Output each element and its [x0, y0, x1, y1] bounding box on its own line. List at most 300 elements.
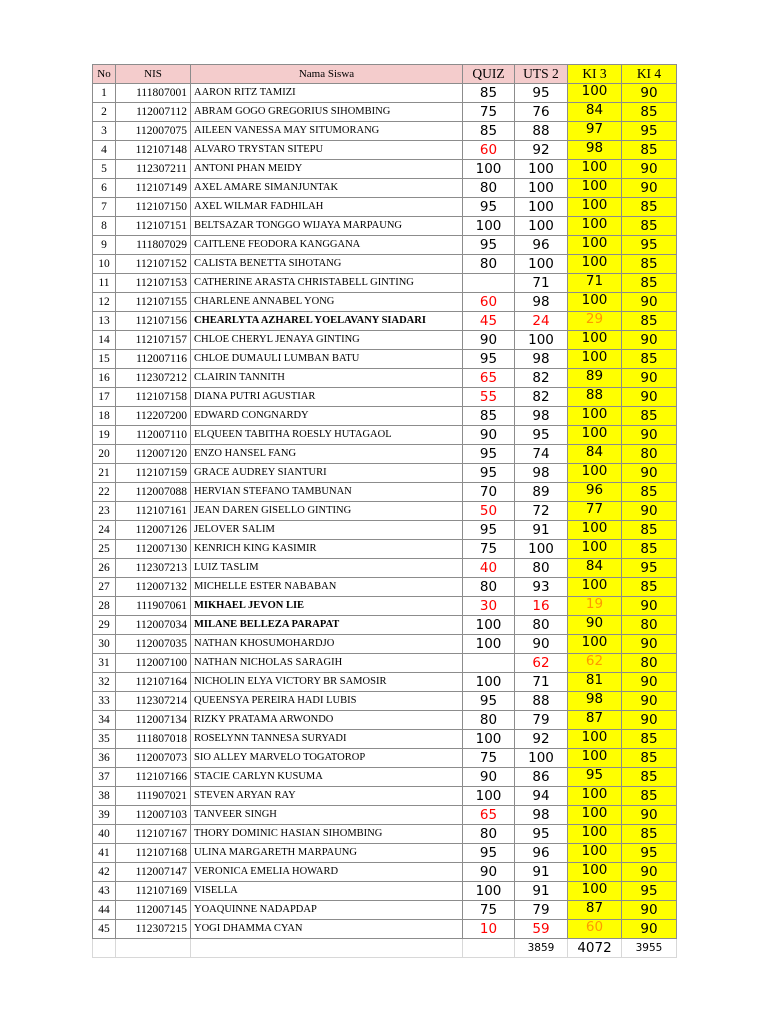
table-row — [93, 635, 677, 654]
table-row — [93, 654, 677, 673]
cell-ki3: 100 — [568, 426, 622, 445]
cell-ki4: 85 — [622, 217, 677, 236]
cell-quiz: 60 — [463, 293, 515, 312]
cell-no: 30 — [93, 635, 116, 654]
cell-ki3: 98 — [568, 141, 622, 160]
table-row — [93, 217, 677, 236]
cell-ki3: 100 — [568, 236, 622, 255]
cell-nis: 112107167 — [116, 825, 191, 844]
cell-nis: 112107148 — [116, 141, 191, 160]
cell-nis: 112107158 — [116, 388, 191, 407]
cell-student-name: QUEENSYA PEREIRA HADI LUBIS — [191, 692, 463, 711]
cell-ki4: 85 — [622, 730, 677, 749]
cell-quiz: 80 — [463, 578, 515, 597]
cell-nis: 112007103 — [116, 806, 191, 825]
cell-ki4: 85 — [622, 578, 677, 597]
cell-no: 41 — [93, 844, 116, 863]
cell-ki3: 84 — [568, 103, 622, 122]
cell-uts2: 95 — [515, 84, 568, 103]
cell-no: 7 — [93, 198, 116, 217]
cell-ki3: 60 — [568, 920, 622, 939]
cell-uts2: 93 — [515, 578, 568, 597]
cell-no: 35 — [93, 730, 116, 749]
cell-quiz: 100 — [463, 882, 515, 901]
cell-quiz: 10 — [463, 920, 515, 939]
cell-ki4: 80 — [622, 616, 677, 635]
table-row — [93, 293, 677, 312]
cell-no: 22 — [93, 483, 116, 502]
cell-quiz: 100 — [463, 160, 515, 179]
cell-student-name: MILANE BELLEZA PARAPAT — [191, 616, 463, 635]
cell-no: 14 — [93, 331, 116, 350]
cell-nis: 112107149 — [116, 179, 191, 198]
table-row — [93, 616, 677, 635]
cell-ki3: 84 — [568, 445, 622, 464]
cell-student-name: LUIZ TASLIM — [191, 559, 463, 578]
cell-ki3: 96 — [568, 483, 622, 502]
cell-student-name: ALVARO TRYSTAN SITEPU — [191, 141, 463, 160]
cell-no: 2 — [93, 103, 116, 122]
cell-student-name: CATHERINE ARASTA CHRISTABELL GINTING — [191, 274, 463, 293]
cell-student-name: DIANA PUTRI AGUSTIAR — [191, 388, 463, 407]
cell-nis: 112107151 — [116, 217, 191, 236]
cell-uts2: 100 — [515, 179, 568, 198]
cell-uts2: 96 — [515, 844, 568, 863]
cell-ki4: 90 — [622, 692, 677, 711]
cell-student-name: CHEARLYTA AZHAREL YOELAVANY SIADARI — [191, 312, 463, 331]
cell-student-name: ANTONI PHAN MEIDY — [191, 160, 463, 179]
table-row — [93, 730, 677, 749]
table-row — [93, 103, 677, 122]
cell-uts2: 74 — [515, 445, 568, 464]
cell-uts2: 59 — [515, 920, 568, 939]
cell-ki3: 100 — [568, 825, 622, 844]
cell-no: 8 — [93, 217, 116, 236]
cell-student-name: CHLOE CHERYL JENAYA GINTING — [191, 331, 463, 350]
cell-student-name: CLAIRIN TANNITH — [191, 369, 463, 388]
cell-quiz: 65 — [463, 806, 515, 825]
cell-no: 9 — [93, 236, 116, 255]
cell-ki4: 85 — [622, 521, 677, 540]
table-row — [93, 844, 677, 863]
cell-ki3: 100 — [568, 844, 622, 863]
cell-ki3: 100 — [568, 198, 622, 217]
cell-nis: 112007110 — [116, 426, 191, 445]
table-row — [93, 882, 677, 901]
table-row — [93, 274, 677, 293]
cell-ki3: 100 — [568, 635, 622, 654]
cell-ki4: 90 — [622, 331, 677, 350]
cell-quiz: 80 — [463, 255, 515, 274]
cell-ki4: 90 — [622, 293, 677, 312]
cell-no: 12 — [93, 293, 116, 312]
cell-quiz: 90 — [463, 331, 515, 350]
cell-ki3: 95 — [568, 768, 622, 787]
cell-uts2: 91 — [515, 521, 568, 540]
table-row — [93, 369, 677, 388]
cell-student-name: AILEEN VANESSA MAY SITUMORANG — [191, 122, 463, 141]
cell-ki4: 90 — [622, 806, 677, 825]
cell-uts2: 100 — [515, 217, 568, 236]
cell-ki4: 85 — [622, 825, 677, 844]
table-row — [93, 331, 677, 350]
cell-ki3: 100 — [568, 521, 622, 540]
cell-student-name: RIZKY PRATAMA ARWONDO — [191, 711, 463, 730]
cell-nis: 112007034 — [116, 616, 191, 635]
cell-quiz: 90 — [463, 768, 515, 787]
cell-ki3: 100 — [568, 350, 622, 369]
cell-ki3: 88 — [568, 388, 622, 407]
cell-quiz: 95 — [463, 445, 515, 464]
cell-uts2: 95 — [515, 426, 568, 445]
cell-ki3: 100 — [568, 730, 622, 749]
cell-quiz: 95 — [463, 521, 515, 540]
cell-ki4: 90 — [622, 464, 677, 483]
cell-quiz: 90 — [463, 863, 515, 882]
cell-nis: 112007147 — [116, 863, 191, 882]
cell-ki4: 90 — [622, 711, 677, 730]
cell-nis: 112107159 — [116, 464, 191, 483]
cell-ki4: 85 — [622, 198, 677, 217]
cell-ki4: 85 — [622, 103, 677, 122]
table-body — [93, 84, 677, 939]
cell-ki3: 97 — [568, 122, 622, 141]
cell-ki4: 90 — [622, 179, 677, 198]
cell-no: 37 — [93, 768, 116, 787]
header-quiz: QUIZ — [463, 65, 515, 84]
table-row — [93, 312, 677, 331]
cell-ki4: 85 — [622, 255, 677, 274]
totals-empty-cell — [116, 939, 191, 958]
table-row — [93, 901, 677, 920]
cell-student-name: CALISTA BENETTA SIHOTANG — [191, 255, 463, 274]
cell-quiz: 40 — [463, 559, 515, 578]
cell-quiz: 95 — [463, 350, 515, 369]
table-row — [93, 673, 677, 692]
cell-uts2: 91 — [515, 882, 568, 901]
cell-uts2: 100 — [515, 331, 568, 350]
table-row — [93, 426, 677, 445]
cell-uts2: 76 — [515, 103, 568, 122]
cell-student-name: VERONICA EMELIA HOWARD — [191, 863, 463, 882]
cell-ki4: 80 — [622, 654, 677, 673]
cell-ki4: 85 — [622, 312, 677, 331]
cell-ki4: 85 — [622, 483, 677, 502]
cell-quiz: 100 — [463, 787, 515, 806]
cell-no: 31 — [93, 654, 116, 673]
cell-uts2: 92 — [515, 730, 568, 749]
cell-ki3: 89 — [568, 369, 622, 388]
cell-student-name: CAITLENE FEODORA KANGGANA — [191, 236, 463, 255]
cell-student-name: MIKHAEL JEVON LIE — [191, 597, 463, 616]
table-row — [93, 160, 677, 179]
cell-nis: 112207200 — [116, 407, 191, 426]
cell-quiz: 80 — [463, 825, 515, 844]
cell-quiz: 100 — [463, 616, 515, 635]
cell-no: 21 — [93, 464, 116, 483]
table-row — [93, 388, 677, 407]
cell-ki4: 85 — [622, 407, 677, 426]
cell-student-name: YOAQUINNE NADAPDAP — [191, 901, 463, 920]
cell-ki4: 95 — [622, 236, 677, 255]
cell-no: 34 — [93, 711, 116, 730]
cell-student-name: GRACE AUDREY SIANTURI — [191, 464, 463, 483]
cell-ki3: 100 — [568, 787, 622, 806]
cell-nis: 112007134 — [116, 711, 191, 730]
cell-uts2: 98 — [515, 293, 568, 312]
cell-uts2: 98 — [515, 464, 568, 483]
cell-ki3: 100 — [568, 160, 622, 179]
header-uts2: UTS 2 — [515, 65, 568, 84]
cell-student-name: KENRICH KING KASIMIR — [191, 540, 463, 559]
cell-ki3: 87 — [568, 901, 622, 920]
cell-quiz: 30 — [463, 597, 515, 616]
cell-quiz: 75 — [463, 749, 515, 768]
cell-uts2: 89 — [515, 483, 568, 502]
cell-ki4: 90 — [622, 426, 677, 445]
cell-nis: 112107150 — [116, 198, 191, 217]
cell-no: 19 — [93, 426, 116, 445]
cell-uts2: 100 — [515, 540, 568, 559]
totals-row — [93, 939, 677, 958]
cell-uts2: 82 — [515, 369, 568, 388]
header-row — [93, 65, 677, 84]
table-row — [93, 749, 677, 768]
cell-ki3: 100 — [568, 217, 622, 236]
cell-nis: 112007073 — [116, 749, 191, 768]
cell-quiz: 75 — [463, 901, 515, 920]
cell-quiz: 95 — [463, 464, 515, 483]
cell-quiz: 95 — [463, 844, 515, 863]
totals-empty-cell — [463, 939, 515, 958]
cell-ki3: 100 — [568, 179, 622, 198]
cell-student-name: ULINA MARGARETH MARPAUNG — [191, 844, 463, 863]
cell-no: 42 — [93, 863, 116, 882]
total-ki3: 4072 — [568, 939, 622, 958]
header-nis: NIS — [116, 65, 191, 84]
cell-nis: 112007088 — [116, 483, 191, 502]
cell-ki3: 100 — [568, 749, 622, 768]
cell-student-name: CHARLENE ANNABEL YONG — [191, 293, 463, 312]
cell-nis: 112107156 — [116, 312, 191, 331]
cell-uts2: 100 — [515, 198, 568, 217]
cell-ki3: 100 — [568, 464, 622, 483]
cell-student-name: NICHOLIN ELYA VICTORY BR SAMOSIR — [191, 673, 463, 692]
cell-ki4: 80 — [622, 445, 677, 464]
cell-no: 40 — [93, 825, 116, 844]
cell-no: 39 — [93, 806, 116, 825]
table-row — [93, 445, 677, 464]
cell-student-name: NATHAN KHOSUMOHARDJO — [191, 635, 463, 654]
cell-no: 43 — [93, 882, 116, 901]
cell-nis: 112107161 — [116, 502, 191, 521]
cell-no: 44 — [93, 901, 116, 920]
cell-ki3: 98 — [568, 692, 622, 711]
cell-nis: 112007035 — [116, 635, 191, 654]
cell-ki4: 90 — [622, 920, 677, 939]
cell-uts2: 88 — [515, 122, 568, 141]
totals-empty-cell — [93, 939, 116, 958]
cell-quiz: 75 — [463, 540, 515, 559]
cell-nis: 112307213 — [116, 559, 191, 578]
cell-ki3: 100 — [568, 293, 622, 312]
cell-uts2: 71 — [515, 673, 568, 692]
cell-uts2: 96 — [515, 236, 568, 255]
cell-no: 28 — [93, 597, 116, 616]
cell-uts2: 79 — [515, 711, 568, 730]
cell-no: 11 — [93, 274, 116, 293]
cell-nis: 112107152 — [116, 255, 191, 274]
cell-no: 3 — [93, 122, 116, 141]
cell-uts2: 80 — [515, 559, 568, 578]
cell-quiz: 85 — [463, 407, 515, 426]
cell-ki3: 19 — [568, 597, 622, 616]
cell-ki4: 90 — [622, 84, 677, 103]
cell-nis: 111907021 — [116, 787, 191, 806]
cell-quiz: 95 — [463, 692, 515, 711]
cell-student-name: ENZO HANSEL FANG — [191, 445, 463, 464]
cell-uts2: 62 — [515, 654, 568, 673]
cell-nis: 111807029 — [116, 236, 191, 255]
cell-quiz: 100 — [463, 635, 515, 654]
cell-quiz: 50 — [463, 502, 515, 521]
cell-uts2: 88 — [515, 692, 568, 711]
cell-nis: 112107155 — [116, 293, 191, 312]
table-row — [93, 236, 677, 255]
table-row — [93, 407, 677, 426]
cell-no: 13 — [93, 312, 116, 331]
cell-nis: 112007145 — [116, 901, 191, 920]
cell-student-name: BELTSAZAR TONGGO WIJAYA MARPAUNG — [191, 217, 463, 236]
cell-no: 45 — [93, 920, 116, 939]
cell-student-name: ABRAM GOGO GREGORIUS SIHOMBING — [191, 103, 463, 122]
cell-quiz — [463, 274, 515, 293]
cell-uts2: 72 — [515, 502, 568, 521]
cell-quiz: 80 — [463, 179, 515, 198]
table-row — [93, 502, 677, 521]
cell-ki3: 87 — [568, 711, 622, 730]
cell-ki4: 85 — [622, 141, 677, 160]
table-row — [93, 141, 677, 160]
cell-student-name: AXEL AMARE SIMANJUNTAK — [191, 179, 463, 198]
cell-nis: 112007075 — [116, 122, 191, 141]
cell-no: 27 — [93, 578, 116, 597]
cell-ki3: 100 — [568, 255, 622, 274]
cell-uts2: 16 — [515, 597, 568, 616]
cell-quiz: 55 — [463, 388, 515, 407]
cell-nis: 112307211 — [116, 160, 191, 179]
cell-quiz: 95 — [463, 236, 515, 255]
cell-quiz: 100 — [463, 217, 515, 236]
cell-quiz: 65 — [463, 369, 515, 388]
table-row — [93, 540, 677, 559]
cell-student-name: MICHELLE ESTER NABABAN — [191, 578, 463, 597]
cell-ki3: 29 — [568, 312, 622, 331]
cell-student-name: ELQUEEN TABITHA ROESLY HUTAGAOL — [191, 426, 463, 445]
cell-ki4: 85 — [622, 749, 677, 768]
table-row — [93, 179, 677, 198]
cell-ki3: 84 — [568, 559, 622, 578]
table-row — [93, 464, 677, 483]
cell-ki4: 85 — [622, 274, 677, 293]
cell-student-name: ROSELYNN TANNESA SURYADI — [191, 730, 463, 749]
cell-ki4: 95 — [622, 882, 677, 901]
cell-student-name: STEVEN ARYAN RAY — [191, 787, 463, 806]
cell-no: 23 — [93, 502, 116, 521]
cell-no: 25 — [93, 540, 116, 559]
cell-no: 36 — [93, 749, 116, 768]
cell-nis: 112107168 — [116, 844, 191, 863]
cell-uts2: 79 — [515, 901, 568, 920]
cell-nis: 111807018 — [116, 730, 191, 749]
cell-nis: 112007112 — [116, 103, 191, 122]
header-nama-siswa: Nama Siswa — [191, 65, 463, 84]
cell-uts2: 98 — [515, 806, 568, 825]
cell-ki3: 81 — [568, 673, 622, 692]
table-row — [93, 84, 677, 103]
cell-ki4: 90 — [622, 369, 677, 388]
cell-ki4: 90 — [622, 635, 677, 654]
cell-no: 29 — [93, 616, 116, 635]
cell-no: 1 — [93, 84, 116, 103]
cell-nis: 112107169 — [116, 882, 191, 901]
cell-student-name: STACIE CARLYN KUSUMA — [191, 768, 463, 787]
cell-uts2: 95 — [515, 825, 568, 844]
cell-student-name: YOGI DHAMMA CYAN — [191, 920, 463, 939]
table-row — [93, 787, 677, 806]
cell-nis: 112107164 — [116, 673, 191, 692]
cell-student-name: AXEL WILMAR FADHILAH — [191, 198, 463, 217]
cell-student-name: JEAN DAREN GISELLO GINTING — [191, 502, 463, 521]
cell-nis: 112007126 — [116, 521, 191, 540]
cell-ki3: 100 — [568, 540, 622, 559]
cell-no: 6 — [93, 179, 116, 198]
cell-ki4: 90 — [622, 388, 677, 407]
cell-uts2: 86 — [515, 768, 568, 787]
cell-quiz: 45 — [463, 312, 515, 331]
cell-ki4: 95 — [622, 844, 677, 863]
cell-nis: 112007120 — [116, 445, 191, 464]
cell-nis: 112307215 — [116, 920, 191, 939]
grades-table — [92, 64, 677, 958]
cell-student-name: EDWARD CONGNARDY — [191, 407, 463, 426]
table-row — [93, 122, 677, 141]
cell-nis: 112307212 — [116, 369, 191, 388]
table-row — [93, 559, 677, 578]
table-row — [93, 597, 677, 616]
cell-no: 24 — [93, 521, 116, 540]
cell-ki4: 85 — [622, 768, 677, 787]
cell-ki3: 100 — [568, 407, 622, 426]
cell-no: 33 — [93, 692, 116, 711]
cell-quiz: 85 — [463, 122, 515, 141]
cell-ki3: 77 — [568, 502, 622, 521]
cell-quiz: 100 — [463, 730, 515, 749]
total-uts2: 3859 — [515, 939, 568, 958]
cell-quiz: 95 — [463, 198, 515, 217]
cell-student-name: NATHAN NICHOLAS SARAGIH — [191, 654, 463, 673]
table-row — [93, 578, 677, 597]
cell-nis: 112007100 — [116, 654, 191, 673]
cell-quiz: 70 — [463, 483, 515, 502]
cell-ki3: 100 — [568, 882, 622, 901]
table-row — [93, 825, 677, 844]
cell-student-name: TANVEER SINGH — [191, 806, 463, 825]
cell-ki3: 90 — [568, 616, 622, 635]
cell-ki4: 95 — [622, 122, 677, 141]
table-row — [93, 350, 677, 369]
cell-ki4: 90 — [622, 502, 677, 521]
